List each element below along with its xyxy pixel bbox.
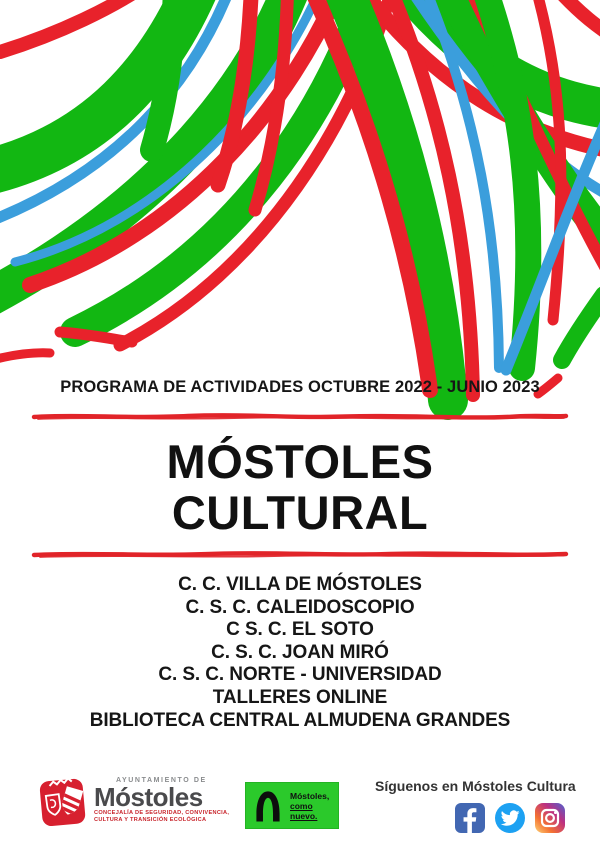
brand-line3: nuevo. [290, 810, 318, 821]
instagram-icon[interactable] [535, 803, 565, 833]
poster-title [0, 436, 600, 538]
ayuntamiento-text [94, 775, 229, 824]
ayuntamiento-logo [38, 775, 229, 829]
ayuntamiento-header: AYUNTAMIENTO DE [116, 777, 207, 784]
venue-item: C. S. C. NORTE - UNIVERSIDAD [158, 664, 442, 686]
red-separator-top [30, 409, 570, 425]
program-subtitle: PROGRAMA DE ACTIVIDADES OCTUBRE 2022 - JUNIO 2023 [60, 378, 540, 396]
arch-icon [251, 787, 285, 825]
social-block [375, 778, 576, 833]
venue-item: C S. C. EL SOTO [226, 619, 374, 641]
ayuntamiento-department: CONCEJALÍA DE SEGURIDAD, CONVIVENCIA, CULTURA Y TRANSICIÓN ECOLÓGICA [94, 810, 230, 823]
venue-item: C. S. C. CALEIDOSCOPIO [185, 596, 415, 618]
ayuntamiento-name: Móstoles [94, 782, 203, 812]
facebook-icon[interactable] [455, 803, 485, 833]
brand-line2: como [290, 800, 313, 811]
venue-list [0, 574, 600, 732]
twitter-icon[interactable] [495, 803, 525, 833]
social-icons-row [375, 803, 565, 833]
poster-title-line2: CULTURAL [171, 486, 429, 539]
poster-footer [0, 770, 600, 845]
venue-item: TALLERES ONLINE [212, 686, 388, 708]
mostoles-como-nuevo-badge [245, 782, 339, 829]
mostoles-crest-icon [38, 775, 88, 829]
poster-title-line1: MÓSTOLES [166, 435, 434, 488]
venue-item: C. S. C. JOAN MIRÓ [211, 641, 389, 663]
brand-line1: Móstoles, [290, 790, 330, 801]
brand-text [290, 791, 329, 821]
venue-item: BIBLIOTECA CENTRAL ALMUDENA GRANDES [89, 709, 511, 731]
venue-item: C. C. VILLA DE MÓSTOLES [178, 574, 422, 595]
social-follow-label: Síguenos en Móstoles Cultura [375, 778, 576, 794]
red-separator-bottom [30, 546, 570, 562]
